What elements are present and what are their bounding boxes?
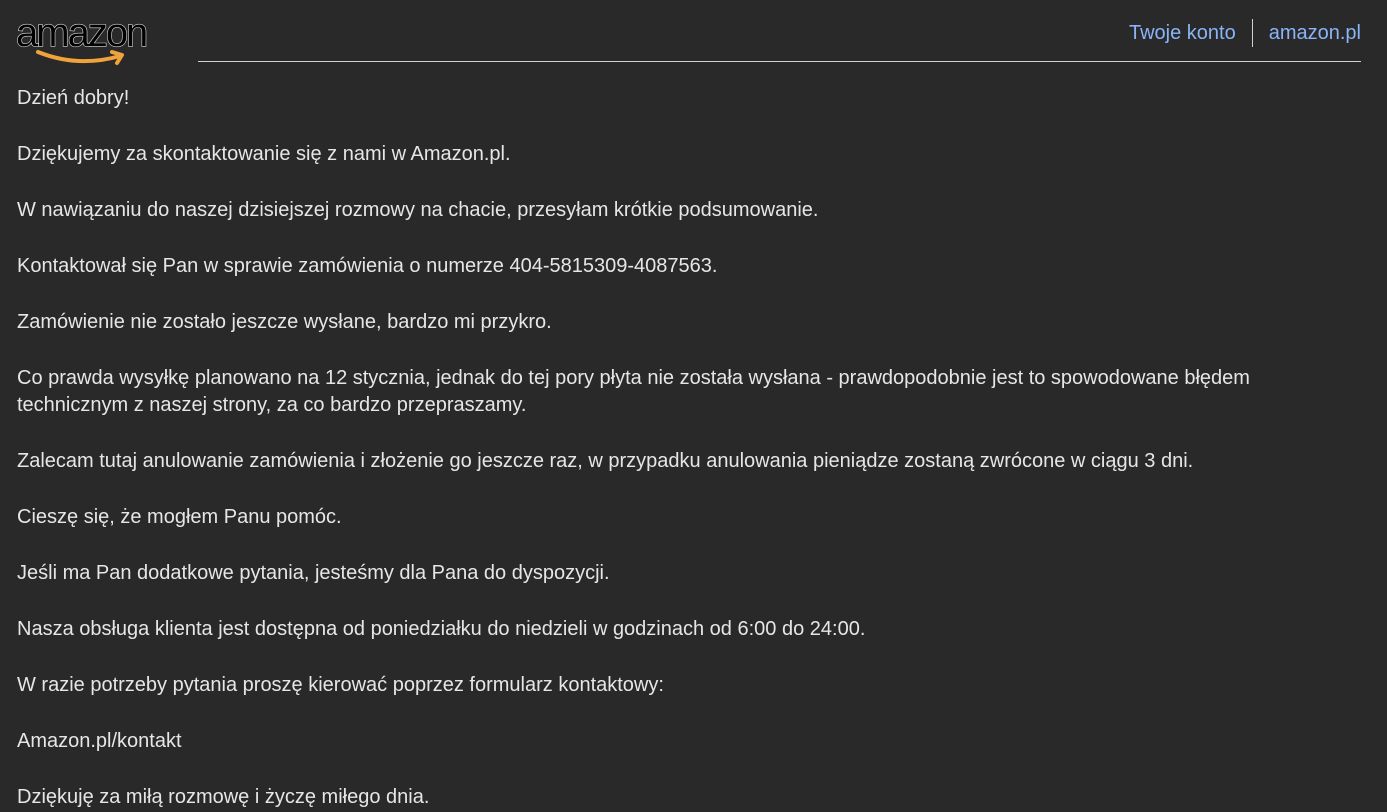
header-nav — [1129, 18, 1361, 48]
message-paragraph: Zamówienie nie zostało jeszcze wysłane, bardzo mi przykro. — [17, 311, 552, 333]
message-paragraph: Dziękujemy za skontaktowanie się z nami w Amazon.pl. — [17, 143, 511, 165]
message-paragraph: Cieszę się, że mogłem Panu pomóc. — [17, 506, 342, 528]
email-header — [0, 0, 1387, 70]
amazon-logo-graphic — [16, 12, 176, 68]
nav-divider — [1252, 19, 1253, 47]
contact-form-url: Amazon.pl/kontakt — [17, 730, 182, 752]
message-paragraph: W razie potrzeby pytania proszę kierować poprzez formularz kontaktowy: — [17, 674, 664, 696]
closing-line: Dziękuję za miłą rozmowę i życzę miłego dnia. — [17, 786, 430, 808]
amazon-logo[interactable] — [16, 12, 176, 68]
message-body — [17, 85, 1317, 812]
logo-wordmark: amazon — [16, 12, 147, 55]
message-paragraph: Zalecam tutaj anulowanie zamówienia i złożenie go jeszcze raz, w przypadku anulowania pieniądze zostaną zwrócone w ciągu 3 dni. — [17, 450, 1194, 472]
greeting: Dzień dobry! — [17, 87, 130, 109]
amazon-pl-link[interactable]: amazon.pl — [1268, 22, 1361, 44]
message-paragraph: Kontaktował się Pan w sprawie zamówienia o numerze 404-5815309-4087563. — [17, 255, 718, 277]
message-paragraph: Nasza obsługa klienta jest dostępna od poniedziałku do niedzieli w godzinach od 6:00 do 24:00. — [17, 618, 866, 640]
message-paragraph: Co prawda wysyłkę planowano na 12 stycznia, jednak do tej pory płyta nie została wysłana - prawdopodobnie jest to spowodowane błędem technicznym z naszej strony, za co bardzo przepraszamy. — [17, 367, 1250, 416]
message-paragraph: W nawiązaniu do naszej dzisiejszej rozmowy na chacie, przesyłam krótkie podsumowanie. — [17, 199, 819, 221]
header-divider — [198, 61, 1361, 62]
your-account-link[interactable]: Twoje konto — [1128, 22, 1236, 44]
message-paragraph: Jeśli ma Pan dodatkowe pytania, jesteśmy dla Pana do dyspozycji. — [17, 562, 610, 584]
